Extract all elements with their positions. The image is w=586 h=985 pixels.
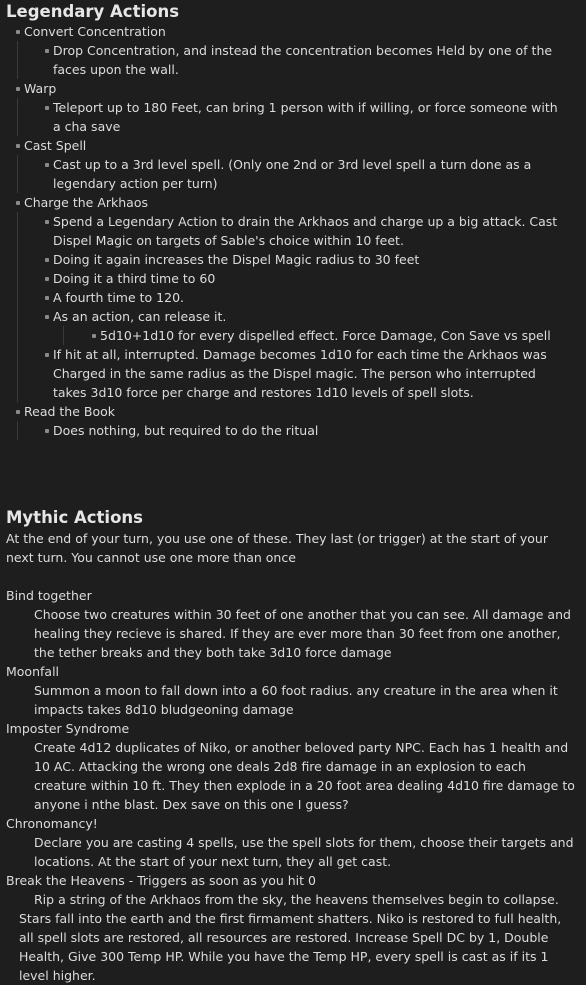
mythic-action-title: Imposter Syndrome [6,721,130,736]
list-item-text: Does nothing, but required to do the ritual [53,423,319,438]
list-item-text: A fourth time to 120. [53,290,184,305]
list-item-label: Read the Book [24,404,115,419]
list-item-text: Teleport up to 180 Feet, can bring 1 person with if willing, or force someone with a cha save [53,100,558,134]
bullet-icon [16,201,20,205]
bullet-icon [16,30,20,34]
bullet-icon [45,220,49,224]
mythic-action-desc: Declare you are casting 4 spells, use the spell slots for them, choose their targets and locations. At the start of your next turn, they all get cast. [34,835,574,869]
bullet-icon [45,49,49,53]
bullet-icon [45,296,49,300]
list-item [0,22,586,79]
sub-list [17,41,586,79]
list-item [18,307,586,345]
list-item-label: Cast Spell [24,138,87,153]
bullet-icon [16,410,20,414]
mythic-action-title: Bind together [6,588,92,603]
mythic-action-desc: Summon a moon to fall down into a 60 foot radius. any creature in the area when it impacts takes 8d10 bludgeoning damage [34,683,558,717]
bullet-icon [16,87,20,91]
list-item [0,136,586,193]
sub-list [17,98,586,136]
list-item-text: Spend a Legendary Action to drain the Arkhaos and charge up a big attack. Cast Dispel Magic on targets of Sable's choice within 10 feet. [53,214,558,248]
bullet-icon [45,277,49,281]
sub-list [17,155,586,193]
list-item [18,288,586,307]
sub-list [17,421,586,440]
list-item-text: Cast up to a 3rd level spell. (Only one 2nd or 3rd level spell a turn done as a legendary action per turn) [53,157,532,191]
legendary-actions-list [0,22,586,440]
list-item [0,193,586,402]
bullet-icon [45,258,49,262]
mythic-action-title: Break the Heavens - Triggers as soon as you hit 0 [6,873,316,888]
list-item-text: As an action, can release it. [53,309,227,324]
list-item-text: Doing it a third time to 60 [53,271,216,286]
mythic-action-desc: Create 4d12 duplicates of Niko, or another beloved party NPC. Each has 1 health and 10 AC. Attacking the wrong one deals 2d8 fire damage in an explosion to each creature within 10 ft. They then explode in a 20 foot area dealing 4d10 fire damage to anyone i nthe blast. Dex save on this one I guess? [34,740,575,812]
bullet-icon [45,163,49,167]
mythic-action-title: Chronomancy! [6,816,98,831]
bullet-icon [16,144,20,148]
list-item-label: Convert Concentration [24,24,166,39]
mythic-actions-heading: Mythic Actions [6,508,143,527]
list-item-text: Drop Concentration, and instead the concentration becomes Held by one of the faces upon the wall. [53,43,553,77]
list-item [64,326,586,345]
list-item-text: Doing it again increases the Dispel Magic radius to 30 feet [53,252,420,267]
list-item-label: Warp [24,81,57,96]
mythic-actions-section [6,529,578,985]
list-item [18,421,586,440]
list-item [0,402,586,440]
list-item [18,250,586,269]
list-item [18,345,586,402]
mythic-action-desc: Rip a string of the Arkhaos from the sky, the heavens themselves begin to collapse. Stars fall into the earth and the first firmament shatters. Niko is restored to full health, all spell slots are restored, all resources are restored. Increase Spell DC by 1, Double Health, Give 300 Temp HP. While you have the Temp HP, every spell is cast as if its 1 level higher. [19,892,562,983]
list-item-label: Charge the Arkhaos [24,195,148,210]
bullet-icon [45,106,49,110]
list-item [18,98,586,136]
list-item [0,79,586,136]
list-item [18,269,586,288]
mythic-intro: At the end of your turn, you use one of these. They last (or trigger) at the start of your next turn. You cannot use one more than once [6,531,548,565]
legendary-actions-heading: Legendary Actions [6,2,180,21]
sub-list [17,212,586,402]
bullet-icon [45,353,49,357]
bullet-icon [45,315,49,319]
list-item-text: If hit at all, interrupted. Damage becomes 1d10 for each time the Arkhaos was Charged in the same radius as the Dispel magic. The person who interrupted takes 3d10 force per charge and restores 1d10 levels of spell slots. [53,347,547,400]
nested-sub-list [63,326,586,345]
list-item [18,212,586,250]
mythic-action-desc: Choose two creatures within 30 feet of one another that you can see. All damage and healing they recieve is shared. If they are ever more than 30 feet from one another, the tether breaks and they both take 3d10 force damage [34,607,571,660]
list-item-text: 5d10+1d10 for every dispelled effect. Force Damage, Con Save vs spell [100,328,551,343]
bullet-icon [45,429,49,433]
list-item [18,155,586,193]
mythic-action-title: Moonfall [6,664,60,679]
bullet-icon [92,334,96,338]
list-item [18,41,586,79]
